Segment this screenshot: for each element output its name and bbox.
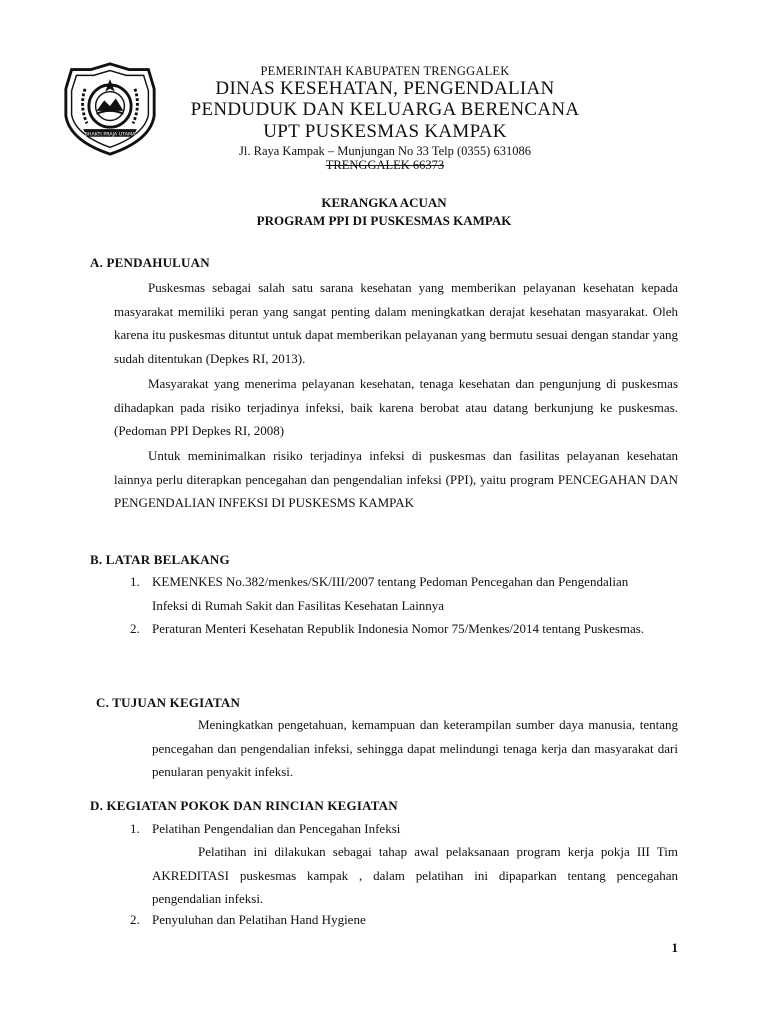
list-item (130, 817, 678, 841)
list-item-text: Pelatihan Pengendalian dan Pencegahan Infeksi (152, 821, 401, 836)
agency-address: Jl. Raya Kampak – Munjungan No 33 Telp (0355) 631086 (239, 143, 531, 158)
section-b-heading: B. LATAR BELAKANG (90, 552, 230, 567)
agency-city: TRENGGALEK 66373 (325, 157, 445, 172)
document-title (0, 194, 768, 229)
letterhead (170, 64, 600, 172)
list-item (130, 617, 678, 665)
list-item-text: Penyuluhan dan Pelatihan Hand Hygiene (152, 912, 366, 927)
section-c-heading: C. TUJUAN KEGIATAN (96, 695, 241, 710)
agency-line-3: UPT PUSKESMAS KAMPAK (263, 120, 507, 142)
list-item-number: 2. (130, 912, 140, 927)
section-a-paragraph-2: Masyarakat yang menerima pelayanan kesehatan, tenaga kesehatan dan pengunjung di puskesmas dihadapkan pada risiko terjadinya infeksi, baik karena berobat atau datang berkunjung ke puskesmas. (Pedoman PPI Depkes RI, 2008) (114, 376, 678, 438)
title-line-2: PROGRAM PPI DI PUSKESMAS KAMPAK (256, 212, 512, 228)
section-d-item-1-description: Pelatihan ini dilakukan sebagai tahap awal pelaksanaan program kerja pokja III Tim AKREDITASI puskesmas kampak , dalam pelatihan ini dipaparkan tentang pencegahan pengendalian infeksi. (152, 844, 678, 906)
government-name: PEMERINTAH KABUPATEN TRENGGALEK (260, 64, 510, 78)
section-a-paragraph-1: Puskesmas sebagai salah satu sarana kesehatan yang memberikan pelayanan kesehatan kepada masyarakat memiliki peran yang sangat penting dalam meningkatkan derajat kesehatan masyarakat. Oleh karena itu puskesmas dituntut untuk dapat memberikan pelayanan yang bermutu sesuai dengan standar yang sudah ditentukan (Depkes RI, 2013). (114, 280, 678, 366)
title-line-1: KERANGKA ACUAN (321, 195, 447, 210)
list-item-number: 1. (130, 821, 140, 836)
list-item-text: Peraturan Menteri Kesehatan Republik Indonesia Nomor 75/Menkes/2014 tentang Puskesmas. (152, 621, 645, 636)
section-d-heading: D. KEGIATAN POKOK DAN RINCIAN KEGIATAN (90, 798, 398, 813)
list-item (130, 570, 678, 618)
regency-emblem-logo (62, 60, 158, 156)
section-c-paragraph-1: Meningkatkan pengetahuan, kemampuan dan keterampilan sumber daya manusia, tentang pencegahan dan pengendalian infeksi, sehingga dapat melindungi tenaga kerja dan masyarakat dari penularan penyakit infeksi. (152, 717, 678, 779)
list-item-number: 2. (130, 621, 140, 636)
logo-ribbon-text: BHAKTI PRAJA UTAMA (84, 132, 136, 138)
list-item-number: 1. (130, 574, 140, 589)
list-item-text: KEMENKES No.382/menkes/SK/III/2007 tentang Pedoman Pencegahan dan Pengendalian Infeksi di Rumah Sakit dan Fasilitas Kesehatan Lainnya (152, 574, 629, 613)
list-item (130, 908, 678, 932)
agency-line-2: PENDUDUK DAN KELUARGA BERENCANA (190, 99, 580, 121)
agency-line-1: DINAS KESEHATAN, PENGENDALIAN (215, 78, 555, 99)
section-a-paragraph-3: Untuk meminimalkan risiko terjadinya infeksi di puskesmas dan fasilitas pelayanan kesehatan lainnya perlu diterapkan pencegahan dan pengendalian infeksi (PPI), yaitu program PENCEGAHAN DAN PENGENDALIAN INFEKSI DI PUSKESMS KAMPAK (114, 448, 678, 510)
page-number: 1 (671, 940, 678, 955)
section-a-heading: A. PENDAHULUAN (90, 255, 210, 270)
